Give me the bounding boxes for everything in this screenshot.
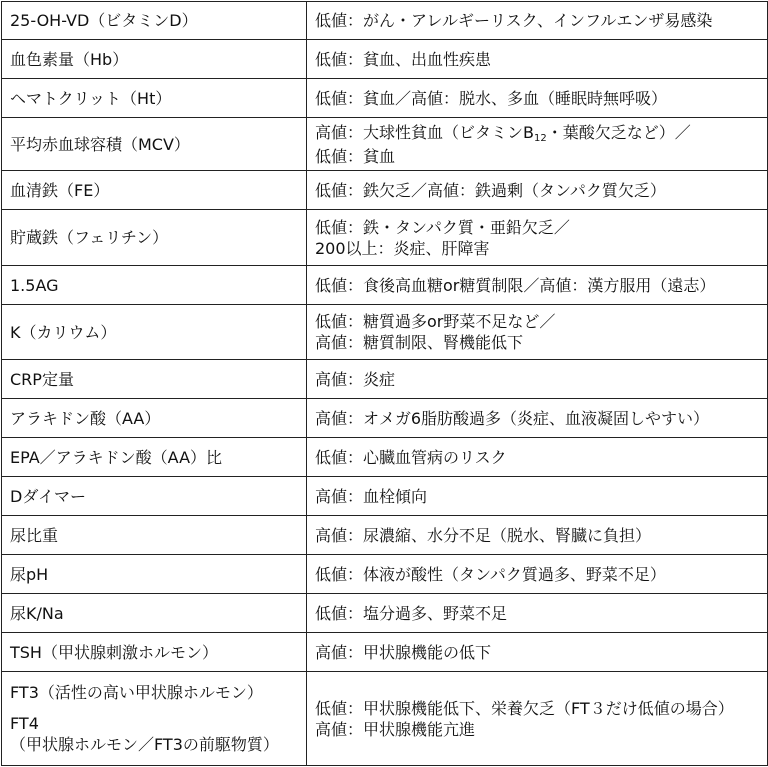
table-row — [2, 118, 768, 171]
table-row — [2, 438, 768, 477]
table-row — [2, 79, 768, 118]
interpretation-cell — [307, 79, 768, 118]
interpretation-cell — [307, 633, 768, 672]
interpretation-cell — [307, 477, 768, 516]
interpretation: 高値：血栓傾向 — [315, 486, 428, 506]
interpretation-cell — [307, 210, 768, 266]
interpretation-cell — [307, 2, 768, 40]
interpretation-cell — [307, 40, 768, 79]
test-name-cell — [2, 477, 307, 516]
interpretation-cell — [307, 438, 768, 477]
table-row — [2, 305, 768, 360]
table-row — [2, 594, 768, 633]
table-row — [2, 40, 768, 79]
test-name: 尿K/Na — [10, 603, 64, 623]
test-name: 尿pH — [10, 564, 49, 584]
interpretation-line: 低値：鉄・タンパク質・亜鉛欠乏／ — [315, 217, 570, 237]
interpretation-line: 200以上：炎症、肝障害 — [315, 238, 490, 258]
test-name-cell — [2, 210, 307, 266]
table-row — [2, 210, 768, 266]
interpretation: 高値：炎症 — [315, 369, 396, 389]
test-name: EPA／アラキドン酸（AA）比 — [10, 447, 223, 467]
test-name-cell — [2, 2, 307, 40]
interpretation-cell — [307, 516, 768, 555]
test-name-cell — [2, 399, 307, 438]
test-name-cell — [2, 266, 307, 305]
interpretation-cell — [307, 360, 768, 399]
test-name-cell — [2, 79, 307, 118]
interpretation: 低値：がん・アレルギーリスク、インフルエンザ易感染 — [315, 11, 713, 30]
test-name-cell — [2, 40, 307, 79]
test-name: 平均赤血球容積（MCV） — [10, 134, 190, 154]
interpretation: 低値：食後高血糖or糖質制限／高値：漢方服用（遠志） — [315, 275, 716, 295]
interpretation-line: 低値：甲状腺機能低下、栄養欠乏（FT３だけ低値の場合） — [315, 698, 734, 718]
test-name-line: （甲状腺ホルモン／FT3の前駆物質） — [10, 735, 279, 754]
table-row — [2, 516, 768, 555]
test-name-cell — [2, 672, 307, 766]
interpretation: 低値：体液が酸性（タンパク質過多、野菜不足） — [315, 564, 666, 584]
interpretation-line: 高値：糖質制限、腎機能低下 — [315, 333, 524, 352]
table-row — [2, 399, 768, 438]
interpretation: 高値：尿濃縮、水分不足（脱水、腎臓に負担） — [315, 525, 652, 545]
test-name-cell — [2, 594, 307, 633]
test-name-cell — [2, 516, 307, 555]
table-row — [2, 555, 768, 594]
interpretation-cell — [307, 266, 768, 305]
interpretation-cell — [307, 594, 768, 633]
test-name-cell — [2, 171, 307, 210]
interpretation-cell — [307, 672, 768, 766]
test-name: CRP定量 — [10, 369, 74, 389]
interpretation-line: 低値：貧血 — [315, 146, 396, 166]
interpretation-cell — [307, 555, 768, 594]
test-name: アラキドン酸（AA） — [10, 408, 161, 428]
test-name-cell — [2, 555, 307, 594]
table-row — [2, 633, 768, 672]
interpretation-cell — [307, 399, 768, 438]
interpretation-cell — [307, 305, 768, 360]
interpretation: 高値：甲状腺機能の低下 — [315, 642, 492, 662]
interpretation: 低値：心臓血管病のリスク — [315, 447, 507, 467]
lab-test-table — [1, 1, 768, 766]
test-name: 血清鉄（FE） — [10, 180, 110, 200]
interpretation-line: 低値：糖質過多or野菜不足など／ — [315, 312, 556, 331]
test-name-cell — [2, 360, 307, 399]
table-row — [2, 266, 768, 305]
table-row — [2, 360, 768, 399]
interpretation-cell — [307, 171, 768, 210]
test-name-cell — [2, 305, 307, 360]
table-row — [2, 2, 768, 40]
test-name: 25-OH-VD（ビタミンD） — [10, 11, 198, 30]
interpretation-line: 高値：甲状腺機能亢進 — [315, 719, 476, 739]
interpretation: 低値：鉄欠乏／高値：鉄過剰（タンパク質欠乏） — [315, 180, 666, 200]
test-name: 尿比重 — [10, 525, 59, 545]
test-name: ヘマトクリット（Ht） — [10, 88, 172, 108]
test-name: TSH（甲状腺刺激ホルモン） — [10, 642, 218, 662]
interpretation: 低値：貧血、出血性疾患 — [315, 49, 492, 69]
table-row — [2, 171, 768, 210]
test-name-line: FT4 — [10, 714, 39, 733]
test-name-cell — [2, 438, 307, 477]
interpretation-line: 高値：大球性貧血（ビタミンB12・葉酸欠乏など）／ — [315, 122, 691, 144]
table-row — [2, 672, 768, 766]
interpretation: 低値：塩分過多、野菜不足 — [315, 603, 508, 623]
interpretation: 低値：貧血／高値：脱水、多血（睡眠時無呼吸） — [315, 88, 668, 108]
interpretation: 高値：オメガ6脂肪酸過多（炎症、血液凝固しやすい） — [315, 408, 710, 428]
test-name: 1.5AG — [10, 275, 59, 295]
table-row — [2, 477, 768, 516]
test-name: 血色素量（Hb） — [10, 49, 129, 69]
test-name: 貯蔵鉄（フェリチン） — [10, 228, 169, 247]
test-name-cell — [2, 118, 307, 171]
test-name-cell — [2, 633, 307, 672]
test-name: Dダイマー — [10, 486, 87, 506]
test-name-line: FT3（活性の高い甲状腺ホルモン） — [10, 683, 263, 702]
test-name: K（カリウム） — [10, 322, 117, 342]
interpretation-cell — [307, 118, 768, 171]
subscript: 12 — [533, 132, 547, 144]
